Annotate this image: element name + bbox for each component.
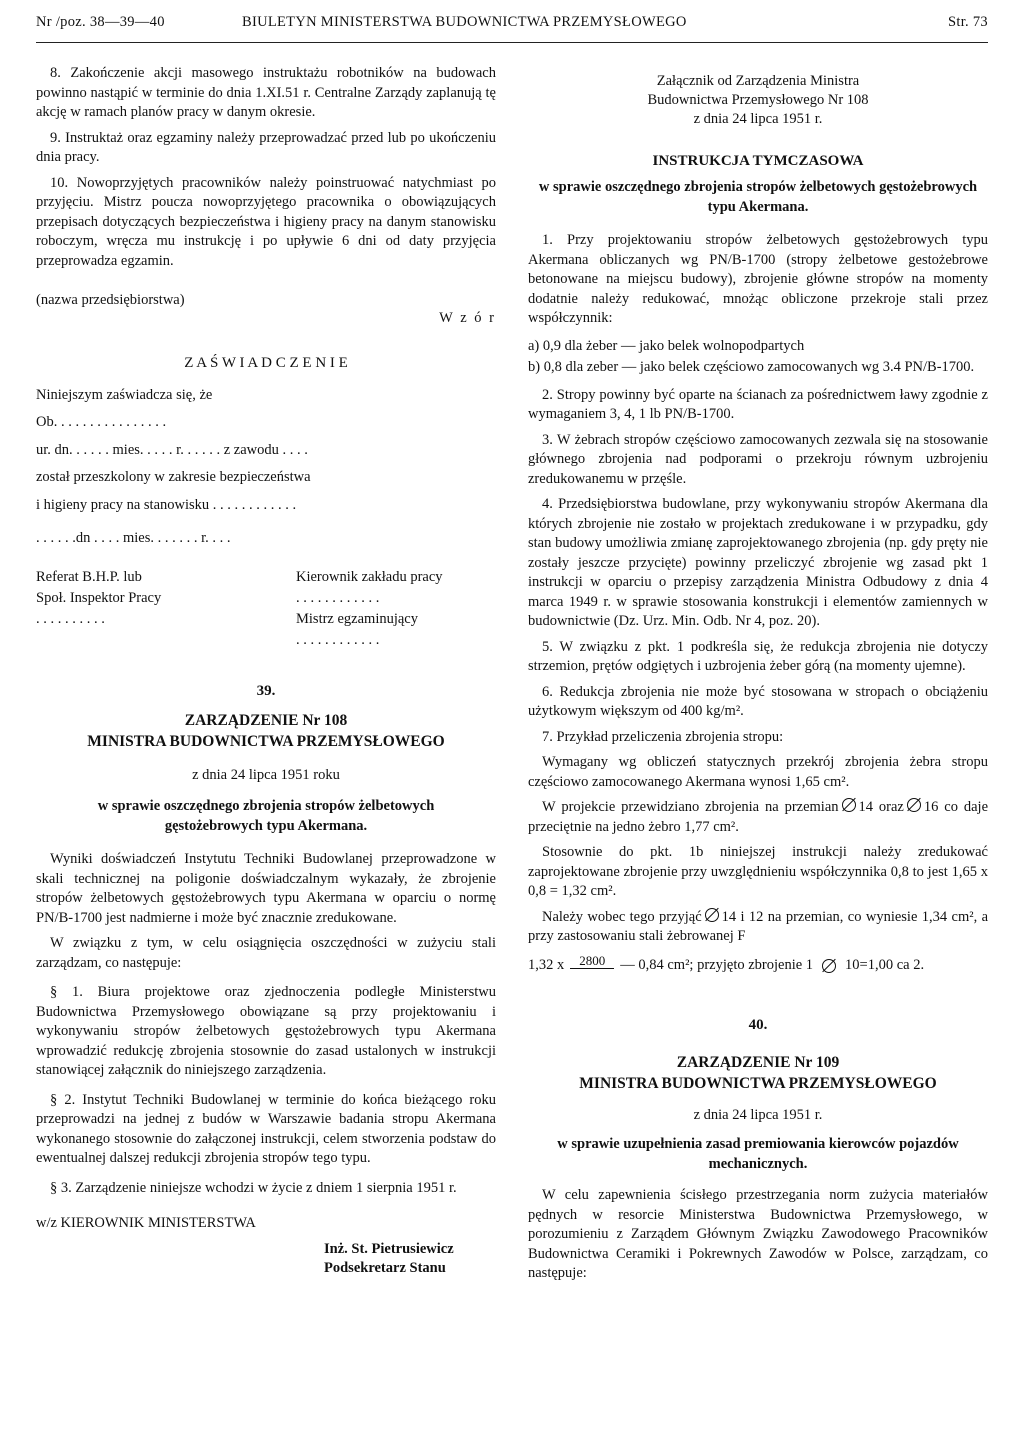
paragraph-10: 10. Nowoprzyjętych pracowników należy poinstruować natychmiast po przyjęciu. Mistrz poucza nowoprzyjętego pracownika o obowiązujących przepisach dotyczących bezpieczeństwa i higieny pracy na danym stanowisku roboczym, wręcza mu instrukcję i po upływie 6 dni od daty przyjęcia przeprowadza egzamin. — [36, 174, 496, 269]
sig-right-line-4: . . . . . . . . . . . . — [296, 631, 380, 648]
example-2-part-b: 14 oraz — [858, 799, 904, 815]
order-108-date: z dnia 24 lipca 1951 roku — [192, 766, 340, 783]
example-2-part-a: W projekcie przewidziano zbrojenia na przemian — [542, 799, 839, 815]
instruction-point-6: 6. Redukcja zbrojenia nie może być stosowana w stropach o obciążeniu użytkowym większym od 400 kg/m². — [528, 683, 988, 719]
sig-left-line-3: . . . . . . . . . . — [36, 610, 105, 627]
signer-title: w/z KIEROWNIK MINISTERSTWA — [36, 1215, 256, 1231]
order-108-par-1: § 1. Biura projektowe oraz zjednoczenia podległe Ministerstwu Budownictwa Przemysłowego obowiązane są przy projektowaniu i wykonywaniu stropów żelbetowych gęstożebrowych typu Akermana wprowadzić redukcję zbrojenia stosownie do zasad ustalonych w instrukcji stanowiącej załącznik do niniejszego zarządzenia. — [36, 984, 496, 1078]
header-rule — [36, 42, 988, 43]
right-column — [528, 72, 988, 1290]
certificate-heading: Z A Ś W I A D C Z E N I E — [184, 355, 348, 371]
order-109-body: W celu zapewnienia ścisłego przestrzegania norm zużycia materiałów pędnych w resorcie Ministerstwa Budownictwa Przemysłowego, w porozumieniu z Zarządem Głównym Związku Zawodowego Pracowników Budownictwa Ceramiki i Pokrewnych Zawodów w Polsce, zarządzam, co następuje: — [528, 1187, 988, 1281]
annex-heading — [528, 72, 988, 129]
sig-left-line-1: Referat B.H.P. lub — [36, 568, 142, 585]
form-line-4: został przeszkolony w zakresie bezpieczeństwa — [36, 469, 311, 485]
form-line-3: ur. dn. . . . . . mies. . . . . r. . . . . . z zawodu . . . . — [36, 441, 308, 458]
section-number-39: 39. — [256, 682, 276, 699]
left-column — [36, 64, 496, 1279]
paragraph-9: 9. Instruktaż oraz egzaminy należy przeprowadzać przed lub po ukończeniu dnia pracy. — [36, 129, 496, 165]
paragraph-8: 8. Zakończenie akcji masowego instruktażu robotników na budowach powinno nastąpić w terminie do dnia 1.XI.51 r. Centralne Zarządy zaplanują tę akcję w ramach planów pracy w danym okresie. — [36, 65, 496, 120]
instruction-subject: w sprawie oszczędnego zbrojenia stropów żelbetowych gęstożebrowych typu Akermana. — [538, 179, 978, 215]
diameter-icon — [822, 959, 836, 973]
header-journal-title: BIULETYN MINISTERSTWA BUDOWNICTWA PRZEMYSŁOWEGO — [242, 14, 687, 30]
section-number-40: 40. — [748, 1016, 768, 1033]
example-4 — [528, 908, 988, 947]
instruction-point-4: 4. Przedsiębiorstwa budowlane, przy wykonywaniu stropów Akermana dla których zbrojenie nie zostało w projektach zredukowane i w przypadku, gdy stan budowy umożliwia zmianę zaprojektowanego zbrojenia (np. gdy pręty nie zostały jeszcze przycięte) powinny przeliczyć zbrojenie wg zasad pkt 1 instrukcji w oparciu o przepisy zarządzenia Ministra Odbudowy z dnia 4 marca 1949 r. w sprawie stosowania konstrukcji i elementów zamiennych w budownictwie (Dz. Urz. Min. Odb. Nr 4, poz. 20). — [528, 496, 988, 629]
annex-line-2: Budownictwa Przemysłowego Nr 108 — [647, 92, 869, 108]
order-108-intro-2: W związku z tym, w celu osiągnięcia oszczędności w zużyciu stali zarządzam, co następuje: — [36, 935, 496, 971]
signer-role: Podsekretarz Stanu — [324, 1260, 446, 1276]
order-108-subject: w sprawie oszczędnego zbrojenia stropów żelbetowych gęstożebrowych typu Akermana. — [97, 798, 435, 834]
order-108-intro-1: Wyniki doświadczeń Instytutu Techniki Budowlanej przeprowadzone w skali technicznej na poligonie doświadczalnym wykazały, że zbrojenie stropów żelbetowych gęstożebrowych typu Akermana w oparciu o normę PN/B-1700 jest nadmierne i może być znacznie zredukowane. — [36, 851, 496, 926]
example-3: Stosownie do pkt. 1b niniejszej instrukcji należy zredukować zaprojektowane zbrojenie przy uwzględnieniu współczynnika 0,8 to jest 1,65 x 0,8 = 1,32 cm². — [528, 844, 988, 899]
form-template-row — [36, 309, 496, 329]
running-header — [36, 14, 988, 40]
order-108-par-2: § 2. Instytut Techniki Budowlanej w terminie do końca bieżącego roku przeprowadzi na jednej z budów w Warszawie badania stropu Akermana wykonanego stosownie do załączonej instrukcji, celem stworzenia podstaw do ewentualnej dalszej redukcji zbrojenia stropów tego typu. — [36, 1091, 496, 1166]
example-2-part-c: 16 co daje przeciętnie na jedno żebro 1,77 cm². — [528, 799, 988, 835]
calculation-line — [528, 953, 988, 979]
form-line-6: . . . . . .dn . . . . mies. . . . . . . r. . . . — [36, 530, 231, 546]
form-line-2: Ob. . . . . . . . . . . . . . . . — [36, 414, 167, 430]
calc-part-c: 10=1,00 ca 2. — [845, 956, 925, 973]
instruction-point-1: 1. Przy projektowaniu stropów żelbetowych gęstożebrowych typu Akermana obliczanych wg PN/B-1700 (stropy żelbetowe gestożebrowe betonowane na miejscu budowy), zbrojenie główne stropów na momenty dodatnie należy redukować, mnożąc obliczone przekroje stali przez współczynnik: — [528, 232, 988, 326]
header-page-number: Str. 73 — [948, 14, 988, 30]
order-108 — [36, 683, 496, 1279]
instruction-point-1a: a) 0,9 dla żeber — jako belek wolnopodpartych — [528, 337, 805, 354]
order-109-subject: w sprawie uzupełnienia zasad premiowania kierowców pojazdów mechanicznych. — [557, 1136, 959, 1172]
sig-right-line-1: Kierownik zakładu pracy — [296, 568, 443, 585]
annex-line-3: z dnia 24 lipca 1951 r. — [693, 111, 823, 127]
form-line-1: Niniejszym zaświadcza się, że — [36, 386, 213, 403]
sig-right-line-2: . . . . . . . . . . . . — [296, 589, 380, 606]
diameter-icon — [705, 908, 719, 922]
template-label: W z ó r — [439, 309, 496, 326]
calc-part-a: 1,32 x — [528, 956, 565, 973]
diameter-icon — [842, 798, 856, 812]
order-109-title: ZARZĄDZENIE Nr 109 — [676, 1053, 840, 1071]
form-line-5: i higieny pracy na stanowisku . . . . . . . . . . . . — [36, 496, 297, 513]
instruction-point-7: 7. Przykład przeliczenia zbrojenia stropu: — [542, 728, 784, 745]
sig-right-line-3: Mistrz egzaminujący — [296, 610, 418, 627]
order-108-par-3: § 3. Zarządzenie niniejsze wchodzi w życie z dniem 1 sierpnia 1951 r. — [50, 1179, 457, 1196]
signature-left — [36, 567, 161, 651]
instruction-point-3: 3. W żebrach stropów częściowo zamocowanych zezwala się na stosowanie głównego zbrojenia nad podporami o przekroju równym uzbrojeniu zredukowanemu w przęśle. — [528, 431, 988, 487]
order-108-title: ZARZĄDZENIE Nr 108 — [184, 711, 348, 729]
company-name-placeholder: (nazwa przedsiębiorstwa) — [36, 292, 185, 308]
signer-name: Inż. St. Pietrusiewicz — [324, 1240, 454, 1257]
order-108-issuer: MINISTRA BUDOWNICTWA PRZEMYSŁOWEGO — [87, 732, 445, 750]
fraction-numerator: 2800 — [579, 952, 606, 968]
header-issue: Nr /poz. 38—39—40 — [36, 14, 165, 30]
instruction-point-2: 2. Stropy powinny być oparte na ścianach za pośrednictwem ławy zgodnie z wymaganiem 3, 4, 1 lb PN/B-1700. — [528, 386, 988, 422]
certificate-form — [36, 291, 496, 651]
signature-right — [296, 567, 496, 651]
example-1: Wymagany wg obliczeń statycznych przekrój zbrojenia żebra stropu częściowo zamocowanego Akermana wynosi 1,65 cm². — [528, 754, 988, 790]
example-4-part-b: 14 i 12 na przemian, co wyniesie 1,34 cm², a przy zastosowaniu stali żebrowanej F — [528, 908, 989, 944]
example-2 — [528, 798, 988, 837]
fraction-denominator-space — [570, 969, 614, 979]
signature-block — [36, 567, 496, 651]
diameter-icon — [907, 798, 921, 812]
instruction-title: INSTRUKCJA TYMCZASOWA — [652, 153, 864, 169]
calc-part-b: — 0,84 cm²; przyjęto zbrojenie 1 — [620, 956, 814, 973]
annex-line-1: Załącznik od Zarządzenia Ministra — [656, 73, 860, 89]
instruction-point-5: 5. W związku z pkt. 1 podkreśla się, że redukcja zbrojenia nie dotyczy strzemion, prętów odgiętych i uzbrojenia żeber górą (na momenty ujemne). — [528, 638, 988, 674]
order-109 — [528, 1017, 988, 1284]
order-109-date: z dnia 24 lipca 1951 r. — [693, 1106, 823, 1123]
sig-left-line-2: Społ. Inspektor Pracy — [36, 589, 162, 606]
instruction-point-1b: b) 0,8 dla zeber — jako belek częściowo zamocowanych wg 3.4 PN/B-1700. — [528, 359, 975, 375]
fraction — [570, 953, 614, 979]
example-4-part-a: Należy wobec tego przyjąć — [542, 908, 702, 925]
order-109-issuer: MINISTRA BUDOWNICTWA PRZEMYSŁOWEGO — [579, 1074, 937, 1092]
